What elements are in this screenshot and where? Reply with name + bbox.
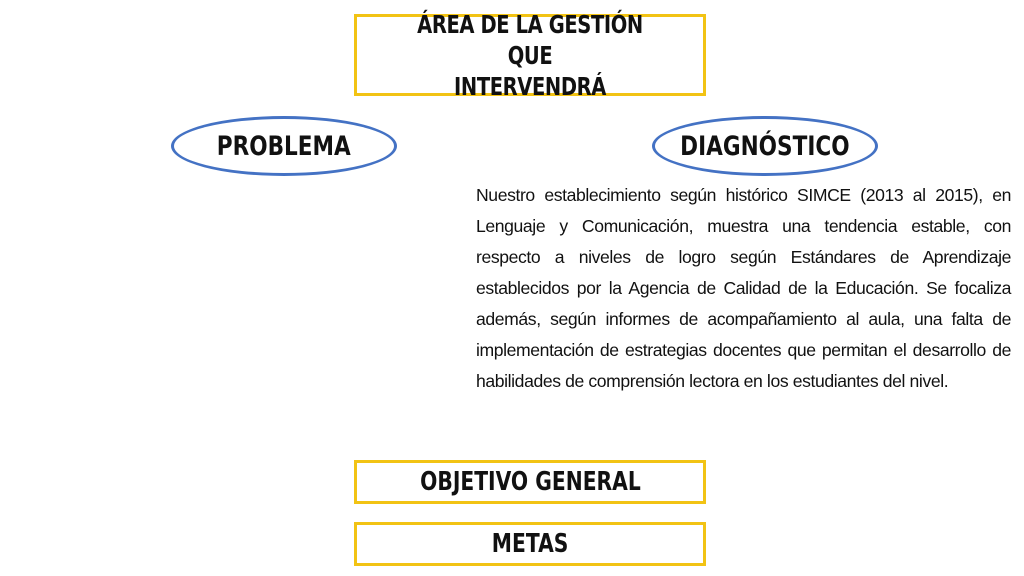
diagnostico-label: DIAGNÓSTICO <box>680 130 850 162</box>
metas-box <box>354 522 706 566</box>
objetivo-general-box <box>354 460 706 504</box>
area-gestion-title <box>357 9 703 102</box>
diagnostico-text: Nuestro establecimiento según histórico SIMCE (2013 al 2015), en Lenguaje y Comunicación, muestra una tendencia estable, con respecto a niveles de logro según Estándares de Aprendizaje establecidos por la Agencia de Calidad de la Educación. Se focaliza además, según informes de acompañamiento al aula, una falta de implementación de estrategias docentes que permitan el desarrollo de habilidades de comprensión lectora en los estudiantes del nivel. <box>476 185 1011 391</box>
problema-ellipse <box>171 116 397 176</box>
problema-label: PROBLEMA <box>216 130 352 162</box>
area-gestion-title-line2: INTERVENDRÁ <box>454 71 606 101</box>
area-gestion-title-line1: ÁREA DE LA GESTIÓN QUE <box>417 9 643 70</box>
objetivo-general-label: OBJETIVO GENERAL <box>419 467 641 497</box>
diagnostico-ellipse <box>652 116 878 176</box>
area-gestion-box <box>354 9 706 101</box>
metas-label: METAS <box>491 529 569 559</box>
